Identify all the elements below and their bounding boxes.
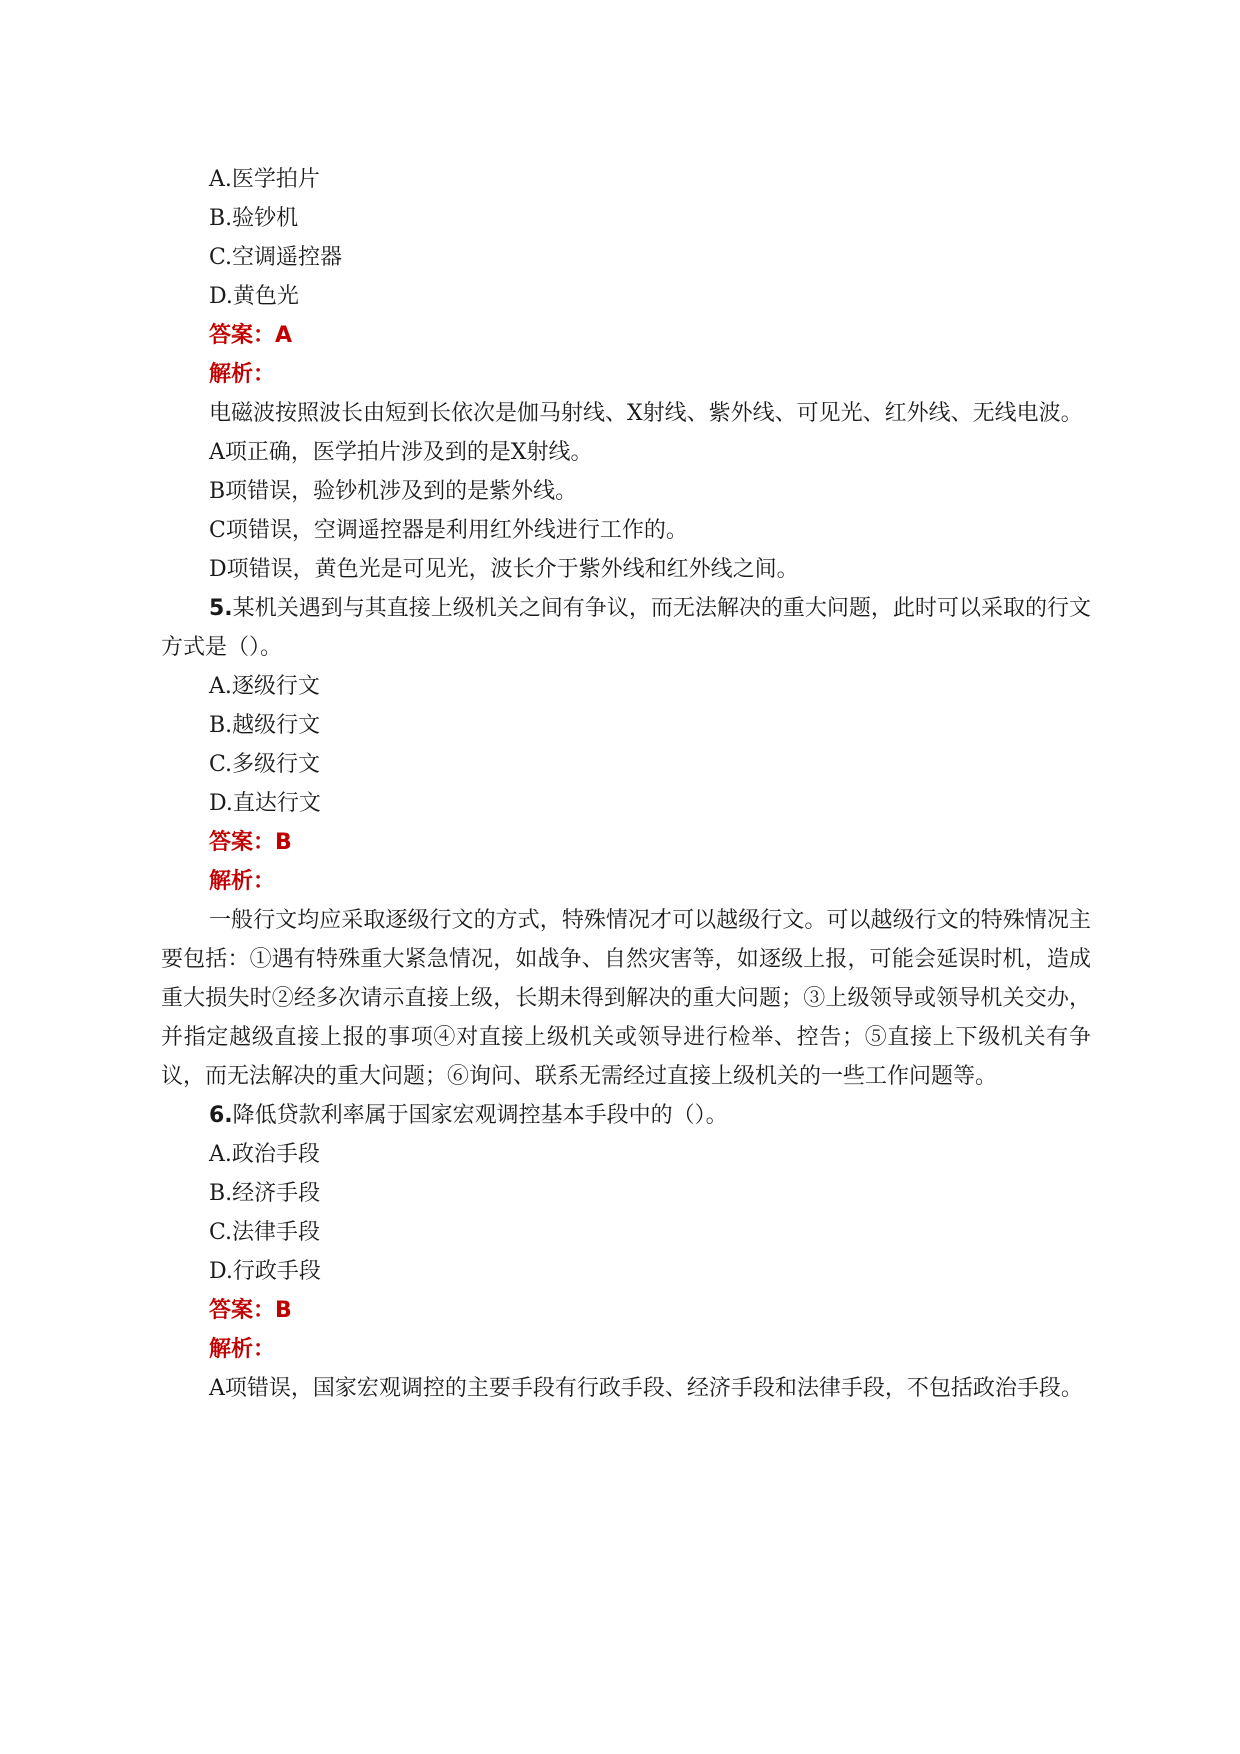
analysis-paragraph: A项错误，国家宏观调控的主要手段有行政手段、经济手段和法律手段，不包括政治手段。 (209, 1376, 1083, 1401)
option-a: A.医学拍片 (209, 167, 320, 192)
option-a: A.政治手段 (209, 1142, 320, 1167)
question-4 (161, 160, 1091, 589)
option-b: B.验钞机 (209, 206, 299, 231)
analysis-paragraph: D项错误，黄色光是可见光，波长介于紫外线和红外线之间。 (209, 557, 799, 582)
question-number: 5. (209, 596, 233, 621)
answer-label: 答案：B (209, 1298, 292, 1323)
analysis-label: 解析： (209, 362, 276, 387)
analysis-label: 解析： (209, 1337, 276, 1362)
option-c: C.法律手段 (209, 1220, 321, 1245)
analysis-paragraph: 一般行文均应采取逐级行文的方式，特殊情况才可以越级行文。可以越级行文的特殊情况主要包括：①遇有特殊重大紧急情况，如战争、自然灾害等，如逐级上报，可能会延误时机，造成重大损失时②经多次请示直接上级，长期未得到解决的重大问题；③上级领导或领导机关交办，并指定越级直接上报的事项④对直接上级机关或领导进行检举、控告；⑤直接上下级机关有争议，而无法解决的重大问题；⑥询问、联系无需经过直接上级机关的一些工作问题等。 (161, 908, 1091, 1089)
analysis-paragraph: 电磁波按照波长由短到长依次是伽马射线、X射线、紫外线、可见光、红外线、无线电波。 (209, 401, 1083, 426)
option-a: A.逐级行文 (209, 674, 320, 699)
question-stem (161, 589, 1091, 667)
question-text: 某机关遇到与其直接上级机关之间有争议，而无法解决的重大问题，此时可以采取的行文方式是（）。 (161, 596, 1091, 660)
question-6 (161, 1096, 1091, 1408)
option-d: D.黄色光 (209, 284, 299, 309)
answer-label: 答案：A (209, 323, 293, 348)
analysis-paragraph: A项正确，医学拍片涉及到的是X射线。 (209, 440, 593, 465)
answer-label: 答案：B (209, 830, 292, 855)
option-c: C.空调遥控器 (209, 245, 343, 270)
document-page (161, 160, 1091, 1408)
question-stem (161, 1096, 1091, 1135)
question-number: 6. (209, 1103, 233, 1128)
analysis-paragraph: B项错误，验钞机涉及到的是紫外线。 (209, 479, 578, 504)
question-text: 降低贷款利率属于国家宏观调控基本手段中的（）。 (232, 1103, 728, 1128)
analysis-paragraph: C项错误，空调遥控器是利用红外线进行工作的。 (209, 518, 688, 543)
question-5 (161, 589, 1091, 1096)
analysis-label: 解析： (209, 869, 276, 894)
option-b: B.经济手段 (209, 1181, 321, 1206)
option-d: D.直达行文 (209, 791, 321, 816)
option-d: D.行政手段 (209, 1259, 321, 1284)
option-b: B.越级行文 (209, 713, 321, 738)
option-c: C.多级行文 (209, 752, 321, 777)
